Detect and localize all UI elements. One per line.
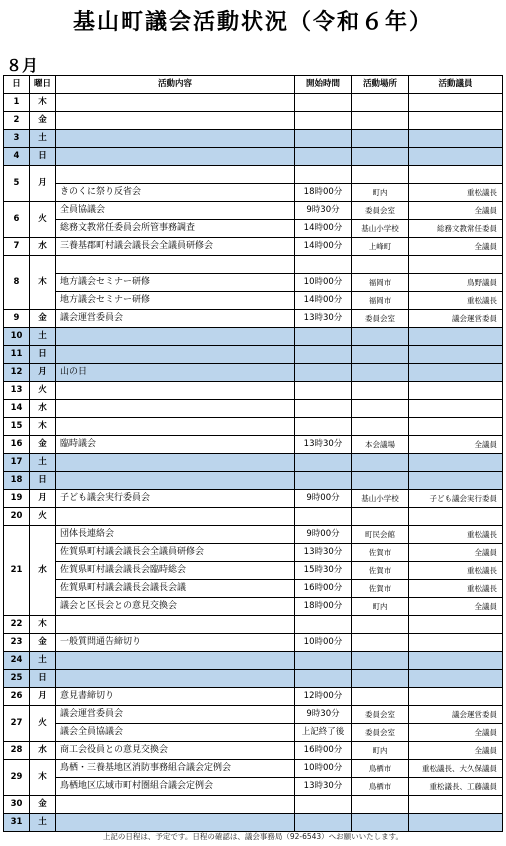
activity-cell bbox=[56, 166, 295, 184]
activity-cell bbox=[56, 652, 295, 670]
activity-cell bbox=[56, 472, 295, 490]
place-cell bbox=[352, 166, 409, 184]
day-cell: 14 bbox=[4, 400, 30, 418]
activity-cell bbox=[56, 94, 295, 112]
table-row bbox=[4, 166, 503, 184]
weekday-cell: 土 bbox=[30, 454, 56, 472]
activity-cell: 商工会役員との意見交換会 bbox=[56, 742, 295, 760]
weekday-cell: 火 bbox=[30, 706, 56, 742]
members-cell: 重松議長 bbox=[409, 562, 503, 580]
time-cell: 16時00分 bbox=[295, 742, 352, 760]
table-row bbox=[4, 400, 503, 418]
day-cell: 18 bbox=[4, 472, 30, 490]
place-cell bbox=[352, 130, 409, 148]
place-cell bbox=[352, 472, 409, 490]
weekday-cell: 木 bbox=[30, 418, 56, 436]
table-row bbox=[4, 706, 503, 724]
table-row bbox=[4, 580, 503, 598]
table-row bbox=[4, 328, 503, 346]
place-cell: 鳥栖市 bbox=[352, 778, 409, 796]
members-cell: 全議員 bbox=[409, 202, 503, 220]
table-row bbox=[4, 94, 503, 112]
members-cell bbox=[409, 796, 503, 814]
time-cell: 10時00分 bbox=[295, 634, 352, 652]
place-cell: 基山小学校 bbox=[352, 220, 409, 238]
table-row bbox=[4, 742, 503, 760]
weekday-cell: 土 bbox=[30, 130, 56, 148]
activity-cell: 地方議会セミナー研修 bbox=[56, 274, 295, 292]
members-cell: 全議員 bbox=[409, 724, 503, 742]
weekday-cell: 水 bbox=[30, 526, 56, 616]
members-cell bbox=[409, 472, 503, 490]
table-row bbox=[4, 616, 503, 634]
members-cell bbox=[409, 400, 503, 418]
activity-table bbox=[3, 75, 503, 832]
table-row bbox=[4, 346, 503, 364]
place-cell bbox=[352, 148, 409, 166]
day-cell: 4 bbox=[4, 148, 30, 166]
place-cell: 町内 bbox=[352, 742, 409, 760]
members-cell bbox=[409, 346, 503, 364]
members-cell bbox=[409, 112, 503, 130]
activity-cell bbox=[56, 508, 295, 526]
weekday-cell: 日 bbox=[30, 346, 56, 364]
day-cell: 26 bbox=[4, 688, 30, 706]
day-cell: 12 bbox=[4, 364, 30, 382]
place-cell bbox=[352, 382, 409, 400]
activity-cell bbox=[56, 130, 295, 148]
members-cell bbox=[409, 688, 503, 706]
activity-cell: 議会と区長会との意見交換会 bbox=[56, 598, 295, 616]
place-cell bbox=[352, 814, 409, 832]
table-row bbox=[4, 454, 503, 472]
activity-cell: 佐賀県町村議会議長会議長会議 bbox=[56, 580, 295, 598]
members-cell: 議会運営委員 bbox=[409, 310, 503, 328]
place-cell bbox=[352, 256, 409, 274]
place-cell: 本会議場 bbox=[352, 436, 409, 454]
members-cell bbox=[409, 454, 503, 472]
place-cell: 町内 bbox=[352, 598, 409, 616]
header-activity: 活動内容 bbox=[56, 76, 295, 94]
weekday-cell: 土 bbox=[30, 328, 56, 346]
activity-cell bbox=[56, 382, 295, 400]
members-cell bbox=[409, 166, 503, 184]
members-cell bbox=[409, 814, 503, 832]
activity-cell: 鳥栖地区広域市町村圏組合議会定例会 bbox=[56, 778, 295, 796]
place-cell: 佐賀市 bbox=[352, 544, 409, 562]
place-cell: 委員会室 bbox=[352, 724, 409, 742]
weekday-cell: 金 bbox=[30, 634, 56, 652]
table-row bbox=[4, 562, 503, 580]
members-cell bbox=[409, 418, 503, 436]
table-row bbox=[4, 688, 503, 706]
place-cell bbox=[352, 634, 409, 652]
time-cell bbox=[295, 166, 352, 184]
table-row bbox=[4, 184, 503, 202]
members-cell: 重松議長 bbox=[409, 580, 503, 598]
place-cell: 鳥栖市 bbox=[352, 760, 409, 778]
activity-cell bbox=[56, 400, 295, 418]
time-cell: 16時00分 bbox=[295, 580, 352, 598]
table-row bbox=[4, 670, 503, 688]
day-cell: 3 bbox=[4, 130, 30, 148]
day-cell: 13 bbox=[4, 382, 30, 400]
weekday-cell: 日 bbox=[30, 472, 56, 490]
table-body bbox=[4, 94, 503, 832]
time-cell bbox=[295, 454, 352, 472]
weekday-cell: 木 bbox=[30, 616, 56, 634]
members-cell: 全議員 bbox=[409, 238, 503, 256]
day-cell: 31 bbox=[4, 814, 30, 832]
members-cell: 全議員 bbox=[409, 742, 503, 760]
members-cell: 鳥野議員 bbox=[409, 274, 503, 292]
time-cell bbox=[295, 364, 352, 382]
place-cell: 委員会室 bbox=[352, 202, 409, 220]
table-row bbox=[4, 220, 503, 238]
place-cell bbox=[352, 796, 409, 814]
table-row bbox=[4, 310, 503, 328]
table-row bbox=[4, 760, 503, 778]
day-cell: 29 bbox=[4, 760, 30, 796]
time-cell bbox=[295, 112, 352, 130]
weekday-cell: 月 bbox=[30, 490, 56, 508]
weekday-cell: 日 bbox=[30, 148, 56, 166]
time-cell: 14時00分 bbox=[295, 238, 352, 256]
place-cell: 町内 bbox=[352, 184, 409, 202]
members-cell bbox=[409, 382, 503, 400]
day-cell: 7 bbox=[4, 238, 30, 256]
time-cell bbox=[295, 796, 352, 814]
activity-cell bbox=[56, 670, 295, 688]
activity-cell: 三養基郡町村議会議長会全議員研修会 bbox=[56, 238, 295, 256]
place-cell bbox=[352, 400, 409, 418]
table-row bbox=[4, 292, 503, 310]
weekday-cell: 火 bbox=[30, 508, 56, 526]
table-row bbox=[4, 724, 503, 742]
members-cell bbox=[409, 616, 503, 634]
weekday-cell: 木 bbox=[30, 94, 56, 112]
day-cell: 15 bbox=[4, 418, 30, 436]
table-row bbox=[4, 112, 503, 130]
weekday-cell: 金 bbox=[30, 436, 56, 454]
time-cell bbox=[295, 508, 352, 526]
footer-note: 上記の日程は、予定です。日程の確認は、議会事務局（92-6543）へお願いいたします。 bbox=[102, 832, 404, 841]
activity-cell bbox=[56, 454, 295, 472]
place-cell bbox=[352, 328, 409, 346]
table-row bbox=[4, 526, 503, 544]
weekday-cell: 水 bbox=[30, 238, 56, 256]
activity-cell: 山の日 bbox=[56, 364, 295, 382]
table-row bbox=[4, 436, 503, 454]
table-row bbox=[4, 544, 503, 562]
page-title: 基山町議会活動状況（令和６年） bbox=[72, 10, 433, 35]
members-cell bbox=[409, 148, 503, 166]
time-cell: 18時00分 bbox=[295, 598, 352, 616]
weekday-cell: 日 bbox=[30, 670, 56, 688]
table-row bbox=[4, 418, 503, 436]
activity-cell bbox=[56, 148, 295, 166]
members-cell: 子ども議会実行委員 bbox=[409, 490, 503, 508]
table-row bbox=[4, 634, 503, 652]
place-cell: 福岡市 bbox=[352, 292, 409, 310]
activity-cell: 地方議会セミナー研修 bbox=[56, 292, 295, 310]
place-cell: 委員会室 bbox=[352, 706, 409, 724]
place-cell: 福岡市 bbox=[352, 274, 409, 292]
members-cell: 全議員 bbox=[409, 598, 503, 616]
activity-cell bbox=[56, 616, 295, 634]
time-cell bbox=[295, 814, 352, 832]
members-cell bbox=[409, 670, 503, 688]
members-cell: 重松議長 bbox=[409, 292, 503, 310]
members-cell bbox=[409, 94, 503, 112]
table-row bbox=[4, 778, 503, 796]
activity-cell bbox=[56, 328, 295, 346]
members-cell bbox=[409, 256, 503, 274]
day-cell: 20 bbox=[4, 508, 30, 526]
time-cell bbox=[295, 130, 352, 148]
day-cell: 25 bbox=[4, 670, 30, 688]
header-place: 活動場所 bbox=[352, 76, 409, 94]
members-cell: 議会運営委員 bbox=[409, 706, 503, 724]
weekday-cell: 火 bbox=[30, 382, 56, 400]
time-cell bbox=[295, 346, 352, 364]
time-cell bbox=[295, 94, 352, 112]
place-cell bbox=[352, 616, 409, 634]
header-members: 活動議員 bbox=[409, 76, 503, 94]
members-cell: 重松議長、大久保議員 bbox=[409, 760, 503, 778]
header-time: 開始時間 bbox=[295, 76, 352, 94]
members-cell: 重松議長 bbox=[409, 526, 503, 544]
table-row bbox=[4, 490, 503, 508]
members-cell bbox=[409, 364, 503, 382]
members-cell: 総務文教常任委員 bbox=[409, 220, 503, 238]
time-cell bbox=[295, 472, 352, 490]
day-cell: 23 bbox=[4, 634, 30, 652]
day-cell: 28 bbox=[4, 742, 30, 760]
place-cell: 佐賀市 bbox=[352, 562, 409, 580]
activity-cell bbox=[56, 346, 295, 364]
activity-cell: 総務文教常任委員会所管事務調査 bbox=[56, 220, 295, 238]
weekday-cell: 水 bbox=[30, 400, 56, 418]
activity-cell bbox=[56, 814, 295, 832]
members-cell: 全議員 bbox=[409, 544, 503, 562]
activity-cell: きのくに祭り反省会 bbox=[56, 184, 295, 202]
time-cell bbox=[295, 148, 352, 166]
table-row bbox=[4, 814, 503, 832]
header-day: 日 bbox=[4, 76, 30, 94]
members-cell: 重松議長 bbox=[409, 184, 503, 202]
activity-cell: 団体長連絡会 bbox=[56, 526, 295, 544]
place-cell bbox=[352, 670, 409, 688]
time-cell bbox=[295, 670, 352, 688]
table-row bbox=[4, 256, 503, 274]
activity-cell: 議会運営委員会 bbox=[56, 310, 295, 328]
weekday-cell: 木 bbox=[30, 760, 56, 796]
activity-cell: 佐賀県町村議会議長会臨時総会 bbox=[56, 562, 295, 580]
time-cell bbox=[295, 256, 352, 274]
time-cell: 13時30分 bbox=[295, 544, 352, 562]
table-row bbox=[4, 508, 503, 526]
table-row bbox=[4, 472, 503, 490]
activity-cell: 意見書締切り bbox=[56, 688, 295, 706]
time-cell bbox=[295, 328, 352, 346]
table-row bbox=[4, 598, 503, 616]
day-cell: 9 bbox=[4, 310, 30, 328]
members-cell bbox=[409, 508, 503, 526]
place-cell bbox=[352, 364, 409, 382]
place-cell bbox=[352, 454, 409, 472]
activity-cell: 議会運営委員会 bbox=[56, 706, 295, 724]
day-cell: 22 bbox=[4, 616, 30, 634]
place-cell bbox=[352, 688, 409, 706]
time-cell: 9時30分 bbox=[295, 706, 352, 724]
table-row bbox=[4, 148, 503, 166]
weekday-cell: 金 bbox=[30, 112, 56, 130]
activity-cell: 子ども議会実行委員会 bbox=[56, 490, 295, 508]
time-cell: 13時30分 bbox=[295, 436, 352, 454]
members-cell: 全議員 bbox=[409, 436, 503, 454]
activity-cell: 議会全員協議会 bbox=[56, 724, 295, 742]
weekday-cell: 月 bbox=[30, 364, 56, 382]
month-label: ８月 bbox=[6, 56, 39, 75]
place-cell bbox=[352, 94, 409, 112]
table-row bbox=[4, 238, 503, 256]
activity-cell: 臨時議会 bbox=[56, 436, 295, 454]
time-cell: 10時00分 bbox=[295, 760, 352, 778]
activity-cell: 全員協議会 bbox=[56, 202, 295, 220]
time-cell: 13時30分 bbox=[295, 778, 352, 796]
day-cell: 21 bbox=[4, 526, 30, 616]
weekday-cell: 金 bbox=[30, 796, 56, 814]
weekday-cell: 火 bbox=[30, 202, 56, 238]
table-row bbox=[4, 274, 503, 292]
weekday-cell: 木 bbox=[30, 256, 56, 310]
time-cell: 9時30分 bbox=[295, 202, 352, 220]
activity-cell: 鳥栖・三養基地区消防事務組合議会定例会 bbox=[56, 760, 295, 778]
day-cell: 16 bbox=[4, 436, 30, 454]
table-row bbox=[4, 382, 503, 400]
place-cell bbox=[352, 652, 409, 670]
table-row bbox=[4, 202, 503, 220]
activity-cell: 佐賀県町村議会議長会全議員研修会 bbox=[56, 544, 295, 562]
day-cell: 24 bbox=[4, 652, 30, 670]
time-cell bbox=[295, 400, 352, 418]
activity-cell bbox=[56, 418, 295, 436]
day-cell: 17 bbox=[4, 454, 30, 472]
activity-cell bbox=[56, 796, 295, 814]
time-cell: 13時30分 bbox=[295, 310, 352, 328]
day-cell: 27 bbox=[4, 706, 30, 742]
table-row bbox=[4, 130, 503, 148]
day-cell: 2 bbox=[4, 112, 30, 130]
place-cell: 上峰町 bbox=[352, 238, 409, 256]
time-cell: 上記終了後 bbox=[295, 724, 352, 742]
members-cell bbox=[409, 652, 503, 670]
day-cell: 10 bbox=[4, 328, 30, 346]
place-cell: 基山小学校 bbox=[352, 490, 409, 508]
activity-cell bbox=[56, 256, 295, 274]
table-header-row bbox=[4, 76, 503, 94]
time-cell: 10時00分 bbox=[295, 274, 352, 292]
place-cell bbox=[352, 508, 409, 526]
members-cell: 重松議長、工藤議員 bbox=[409, 778, 503, 796]
weekday-cell: 水 bbox=[30, 742, 56, 760]
day-cell: 11 bbox=[4, 346, 30, 364]
day-cell: 5 bbox=[4, 166, 30, 202]
time-cell: 14時00分 bbox=[295, 292, 352, 310]
time-cell: 12時00分 bbox=[295, 688, 352, 706]
members-cell bbox=[409, 130, 503, 148]
weekday-cell: 月 bbox=[30, 688, 56, 706]
weekday-cell: 月 bbox=[30, 166, 56, 202]
table-row bbox=[4, 364, 503, 382]
weekday-cell: 金 bbox=[30, 310, 56, 328]
activity-cell: 一般質問通告締切り bbox=[56, 634, 295, 652]
members-cell bbox=[409, 634, 503, 652]
table-row bbox=[4, 652, 503, 670]
place-cell bbox=[352, 418, 409, 436]
time-cell: 9時00分 bbox=[295, 490, 352, 508]
header-weekday: 曜日 bbox=[30, 76, 56, 94]
place-cell bbox=[352, 112, 409, 130]
time-cell bbox=[295, 652, 352, 670]
time-cell bbox=[295, 616, 352, 634]
activity-cell bbox=[56, 112, 295, 130]
time-cell: 18時00分 bbox=[295, 184, 352, 202]
weekday-cell: 土 bbox=[30, 814, 56, 832]
day-cell: 1 bbox=[4, 94, 30, 112]
time-cell: 15時30分 bbox=[295, 562, 352, 580]
place-cell: 佐賀市 bbox=[352, 580, 409, 598]
day-cell: 19 bbox=[4, 490, 30, 508]
time-cell bbox=[295, 418, 352, 436]
weekday-cell: 土 bbox=[30, 652, 56, 670]
day-cell: 8 bbox=[4, 256, 30, 310]
members-cell bbox=[409, 328, 503, 346]
time-cell: 14時00分 bbox=[295, 220, 352, 238]
day-cell: 6 bbox=[4, 202, 30, 238]
place-cell: 委員会室 bbox=[352, 310, 409, 328]
place-cell: 町民会館 bbox=[352, 526, 409, 544]
table-row bbox=[4, 796, 503, 814]
time-cell: 9時00分 bbox=[295, 526, 352, 544]
place-cell bbox=[352, 346, 409, 364]
time-cell bbox=[295, 382, 352, 400]
day-cell: 30 bbox=[4, 796, 30, 814]
